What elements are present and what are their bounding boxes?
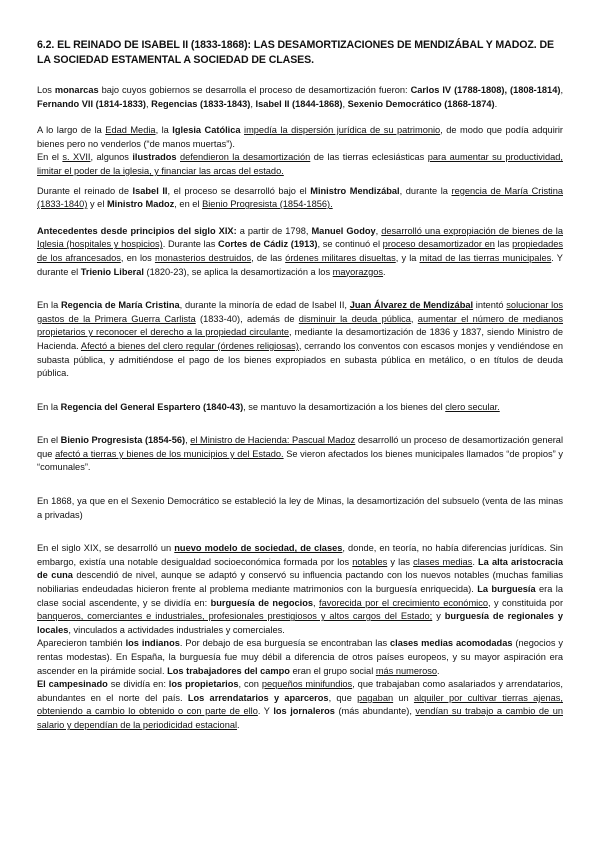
document-title: 6.2. EL REINADO DE ISABEL II (1833-1868): LAS DESAMORTIZACIONES DE MENDIZÁBAL Y MADOZ. DE LA SOCIEDAD ESTAMENTAL A SOCIEDAD DE CLASES.: [37, 39, 554, 66]
text: En la: [37, 300, 61, 311]
text: , vinculados a actividades industriales y comerciales.: [68, 624, 285, 635]
paragraph-sexenio: [37, 495, 563, 522]
bold-text: Los arrendatarios y aparceros: [187, 692, 329, 703]
bold-text: Manuel Godoy: [311, 225, 376, 236]
bold-text: monarcas: [54, 85, 99, 95]
bold-text: los propietarios: [168, 679, 239, 690]
text: un: [393, 692, 414, 703]
bold-text: burguesía de negocios: [210, 597, 314, 608]
text: ,: [375, 225, 382, 236]
text: ,: [185, 435, 191, 446]
underlined-text: propiedades de los afrancesados: [37, 239, 564, 263]
text: eran el grupo social: [289, 665, 376, 676]
text: ,: [250, 98, 256, 109]
text: Durante el reinado de: [37, 185, 133, 196]
underlined-text: Bienio Progresista (1854-1856).: [202, 199, 333, 210]
text: .: [472, 556, 479, 567]
bold-text: Sexenio Democrático (1868-1874): [347, 98, 495, 109]
bold-text: Ministro Madoz: [106, 199, 175, 210]
mendizabal-name: Juan Álvarez de Mendizábal: [349, 300, 474, 311]
paragraph-maria-cristina: [37, 299, 563, 381]
text: (más abundante),: [334, 706, 416, 717]
underlined-text: notables: [352, 556, 388, 567]
bold-text: Trienio Liberal: [80, 266, 144, 277]
bold-text: burguesía de regionales y locales: [37, 611, 564, 635]
paragraph-campesinado: [37, 678, 563, 732]
text: bajo cuyos gobiernos se desarrolla el proceso de desamortización fueron:: [98, 85, 411, 95]
text: . Durante las: [162, 239, 219, 250]
text: En la: [37, 401, 61, 412]
bold-text: Iglesia Católica: [172, 125, 241, 136]
paragraph-indianos: [37, 637, 563, 678]
underlined-text: s. XVII: [62, 152, 91, 163]
underlined-text: vendían su trabajo a cambio de un salario y dependían de la periodicidad estacional: [37, 706, 563, 730]
text: (1820-23), se aplica la desamortización a los: [143, 266, 333, 277]
text: las: [494, 239, 513, 250]
text: ,: [342, 98, 348, 109]
bold-text: Regencia del General Espartero (1840-43): [60, 401, 244, 412]
paragraph-monarchs: [37, 84, 563, 111]
text: , en el: [174, 199, 203, 210]
text: , de modo que podía adquirir bienes pero no venderlos (“de manos muertas”).: [37, 125, 563, 149]
text: , durante la: [399, 185, 452, 196]
text: , de las: [251, 252, 286, 263]
text: .: [383, 266, 386, 277]
bold-text: El campesinado: [37, 679, 108, 690]
text: y el: [87, 199, 107, 210]
text: y las: [387, 556, 414, 567]
text: En el siglo XIX, se desarrolló un: [37, 543, 175, 554]
text: , el proceso se desarrolló bajo el: [167, 185, 311, 196]
text: , se mantuvo la desamortización a los bienes del: [243, 401, 446, 412]
underlined-text: mitad de las tierras municipales: [419, 252, 552, 263]
bold-underlined-text: [350, 300, 473, 310]
paragraph-bienio-progresista: [37, 434, 563, 475]
bold-text: La burguesía: [477, 584, 536, 595]
paragraph-enlightenment: [37, 151, 563, 178]
underlined-text: clero secular.: [445, 401, 500, 412]
text: , la: [155, 125, 173, 136]
text: , en los: [120, 252, 155, 263]
bold-text: Isabel II (1844-1868): [255, 98, 343, 109]
bold-text: los indianos: [125, 638, 180, 649]
underlined-text: pequeños minifundios: [261, 679, 353, 690]
underlined-text: proceso desamortizador en: [382, 239, 495, 250]
bold-text: ilustrados: [132, 152, 177, 163]
bold-underlined-text: [174, 543, 342, 553]
underlined-text: impedía la dispersión jurídica de su patrimonio: [244, 125, 441, 136]
bold-text: Ministro Mendizábal: [310, 185, 400, 196]
text: , mediante la desamortización de 1836 y 1837, siendo Ministro de Hacienda.: [37, 327, 563, 351]
text: , se continuó el: [317, 239, 383, 250]
text: ,: [410, 313, 418, 324]
text: , y la: [395, 252, 420, 263]
text: , algunos: [90, 152, 133, 163]
text: , donde, en teoría, no había diferencias jurídicas. Sin embargo, existía una notable desigualdad socioeconómica formada por los: [37, 543, 563, 567]
text: Aparecieron también: [37, 638, 126, 649]
text: (1833-40), además de: [195, 313, 299, 324]
text: intentó: [473, 300, 507, 311]
bold-text: Cortes de Cádiz (1913): [218, 239, 318, 250]
paragraph-antecedents: [37, 225, 563, 279]
text: de las tierras eclesiásticas: [310, 152, 428, 163]
text: . Y: [257, 706, 274, 717]
text: . Y durante el: [37, 252, 563, 277]
bold-text: Regencias (1833-1843): [151, 98, 251, 109]
bold-text: Antecedentes desde principios del siglo XIX:: [37, 225, 237, 236]
bold-text: Bienio Progresista (1854-56): [60, 435, 186, 446]
text: , y constituida por: [487, 597, 564, 608]
text: Los: [37, 85, 55, 95]
text: descendió de nivel, aunque se adaptó y conservó su influencia pactando con los nuevos notables (muchas familias nobiliarias endeudadas hicieron frente al problema mediante matrimonios con la burguesía enriquecida).: [37, 570, 563, 595]
underlined-text: monasterios destruidos: [154, 252, 252, 263]
underlined-text: órdenes militares disueltas: [285, 252, 396, 263]
paragraph-isabel-reign: [37, 185, 563, 212]
paragraph-espartero: [37, 401, 563, 415]
text: ,: [313, 597, 320, 608]
bold-text: La alta aristocracia de cuna: [37, 556, 563, 581]
underlined-text: alquiler por cultivar tierras ajenas, obteniendo a cambio lo obtenido o con parte de ello: [37, 692, 563, 717]
bold-text: Regencia de María Cristina: [60, 300, 180, 311]
bold-text: Los trabajadores del campo: [167, 665, 290, 676]
text: a partir de 1798,: [236, 225, 312, 236]
text: y: [432, 611, 445, 622]
paragraph-middle-ages: [37, 124, 563, 151]
bold-text: Isabel II: [132, 185, 168, 196]
text: A lo largo de la: [37, 125, 106, 136]
underlined-text: Edad Media: [105, 125, 156, 136]
bold-text: los jornaleros: [273, 706, 335, 717]
text: era la clase social ascendente, y se dividía en:: [37, 584, 563, 608]
underlined-text: el Ministro de Hacienda: Pascual Madoz: [190, 435, 356, 446]
underlined-text: Afectó a bienes del clero regular (órdenes religiosas): [80, 340, 299, 351]
underlined-text: desarrolló una expropiación de bienes de la Iglesia (hospitales y hospicios): [37, 225, 563, 250]
underlined-text: clases medias: [413, 556, 473, 567]
bold-text: Fernando VII (1814-1833): [37, 98, 146, 109]
text: , que trabajaban como asalariados y arrendatarios, abundantes en el norte del país.: [37, 679, 563, 703]
text: En 1868, ya que en el Sexenio Democrático se estableció la ley de Minas, la desamortización del subsuelo (venta de las minas a privadas): [37, 496, 563, 520]
bold-text: Carlos IV (1788-1808), (1808-1814): [410, 85, 561, 95]
text: , cerrando los conventos con escasos monjes y vendiéndose en subasta pública, y admitiéndose el pago de los bienes expropiados en subasta pública en metálico, o en títulos de deuda pública.: [37, 340, 563, 379]
text: En el: [37, 435, 61, 446]
text: . Por debajo de esa burguesía se encontraban las: [179, 638, 390, 649]
underlined-text: solucionar los gastos de la Primera Guerra Carlista: [37, 300, 564, 324]
text: En el: [37, 152, 63, 163]
underlined-text: disminuir la deuda pública: [298, 313, 411, 324]
class-society-model: nuevo modelo de sociedad, de clases: [174, 543, 343, 554]
text: .: [494, 98, 498, 109]
text: , con: [238, 679, 262, 690]
text: .: [237, 719, 240, 730]
underlined-text: regencia de María Cristina (1833-1840): [37, 185, 563, 210]
text: , que: [328, 692, 358, 703]
text: se dividía en:: [107, 679, 169, 690]
document-page: [37, 38, 563, 733]
underlined-text: afectó a tierras y bienes de los municipios y del Estado.: [55, 448, 284, 459]
underlined-text: banqueros, comerciantes e industriales, profesionales prestigiosos y altos cargos del Estado;: [37, 611, 433, 622]
text: Se vieron afectados los bienes municipales llamados “de propios” y “comunales”.: [37, 448, 563, 473]
text: ,: [146, 98, 152, 109]
underlined-text: para aumentar su productividad, limitar el poder de la iglesia, y financiar las arcas del estado.: [37, 152, 563, 176]
text: .: [437, 665, 440, 676]
text: , durante la minoría de edad de Isabel II,: [179, 300, 350, 311]
text: (negocios y rentas modestas). En España, la burguesía fue muy débil a diferencia de otros países europeos, y su mayor aspiración era ascender en la pirámide social.: [37, 638, 564, 676]
underlined-text: mayorazgos: [332, 266, 384, 277]
underlined-text: pagaban: [357, 692, 394, 703]
paragraph-class-society: [37, 542, 563, 637]
text: ,: [560, 85, 564, 95]
underlined-text: defendieron la desamortización: [180, 152, 311, 163]
text: desarrolló un proceso de desamortización general que: [37, 435, 563, 459]
underlined-text: favorecida por el crecimiento económico: [319, 597, 488, 608]
bold-text: clases medias acomodadas: [390, 638, 513, 649]
underlined-text: más numeroso: [375, 665, 438, 676]
underlined-text: aumentar el número de medianos propietarios y reconocer el derecho a la propiedad circulante: [37, 313, 564, 338]
